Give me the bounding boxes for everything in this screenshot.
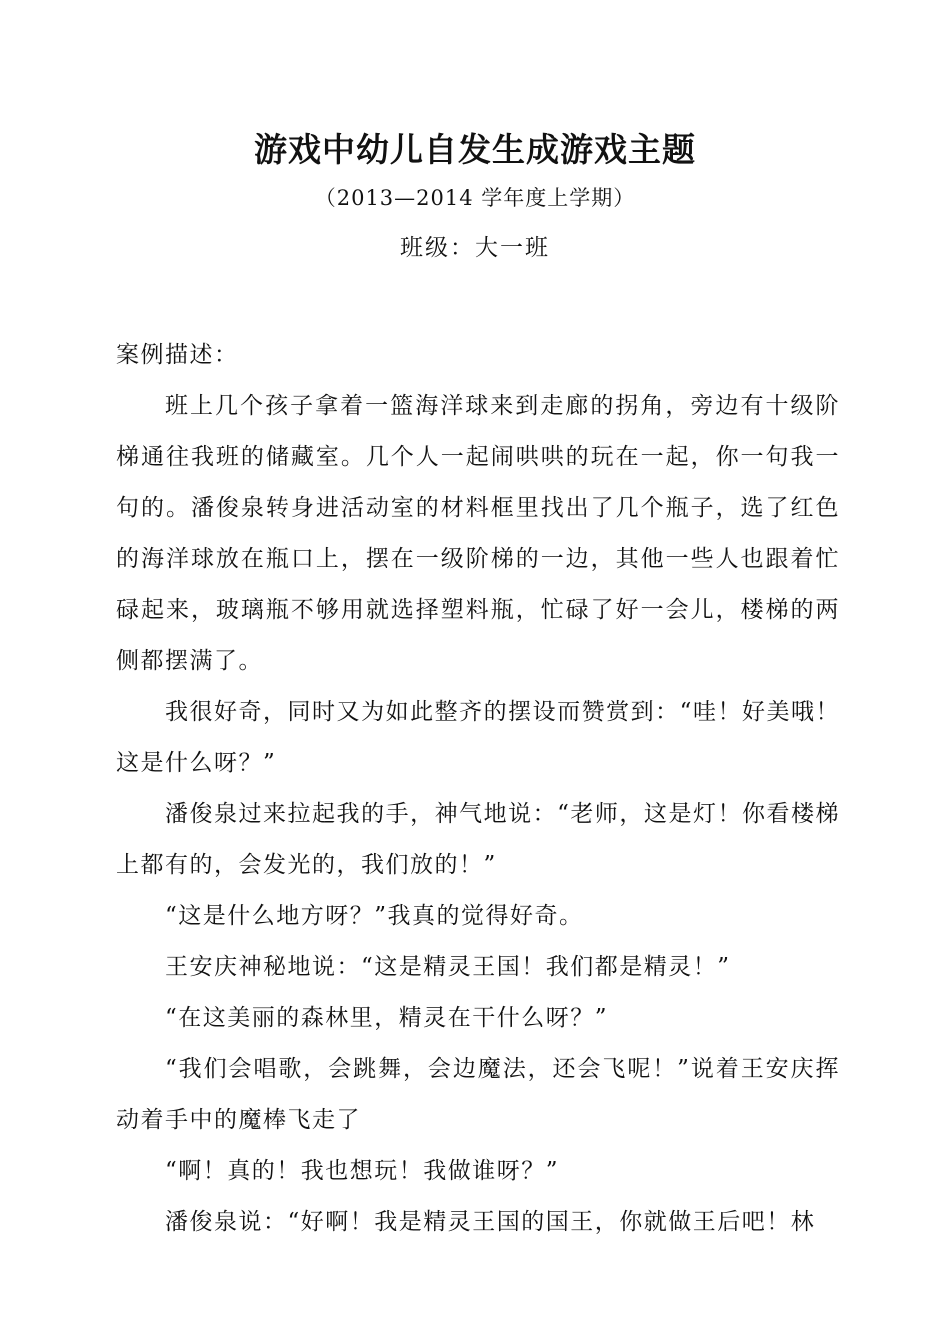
paragraph: 潘俊泉过来拉起我的手，神气地说：“老师，这是灯！你看楼梯上都有的，会发光的，我们放的！”: [116, 801, 840, 878]
class-line: 班级：大一班: [400, 235, 550, 261]
document-body: [116, 330, 840, 1248]
paragraph: 班上几个孩子拿着一篮海洋球来到走廊的拐角，旁边有十级阶梯通往我班的储藏室。几个人一起闹哄哄的玩在一起，你一句我一句的。潘俊泉转身进活动室的材料框里找出了几个瓶子，选了红色的海洋球放在瓶口上，摆在一级阶梯的一边，其他一些人也跟着忙碌起来，玻璃瓶不够用就选择塑料瓶，忙碌了好一会儿，楼梯的两侧都摆满了。: [116, 393, 840, 674]
paragraph: “啊！真的！我也想玩！我做谁呀？”: [165, 1158, 560, 1184]
document-title: 游戏中幼儿自发生成游戏主题: [254, 130, 696, 169]
paragraph: 我很好奇，同时又为如此整齐的摆设而赞赏到：“哇！好美哦！这是什么呀？”: [116, 699, 840, 776]
section-label: 案例描述：: [116, 342, 239, 368]
paragraph: 潘俊泉说：“好啊！我是精灵王国的国王，你就做王后吧！林: [165, 1209, 816, 1235]
paragraph: “我们会唱歌，会跳舞，会边魔法，还会飞呢！”说着王安庆挥动着手中的魔棒飞走了: [116, 1056, 840, 1133]
paragraph: 王安庆神秘地说：“这是精灵王国！我们都是精灵！”: [165, 954, 731, 980]
paragraph: “在这美丽的森林里，精灵在干什么呀？”: [165, 1005, 609, 1031]
paragraph: “这是什么地方呀？”我真的觉得好奇。: [165, 903, 584, 929]
document-subtitle: （2013—2014 学年度上学期）: [314, 186, 636, 210]
